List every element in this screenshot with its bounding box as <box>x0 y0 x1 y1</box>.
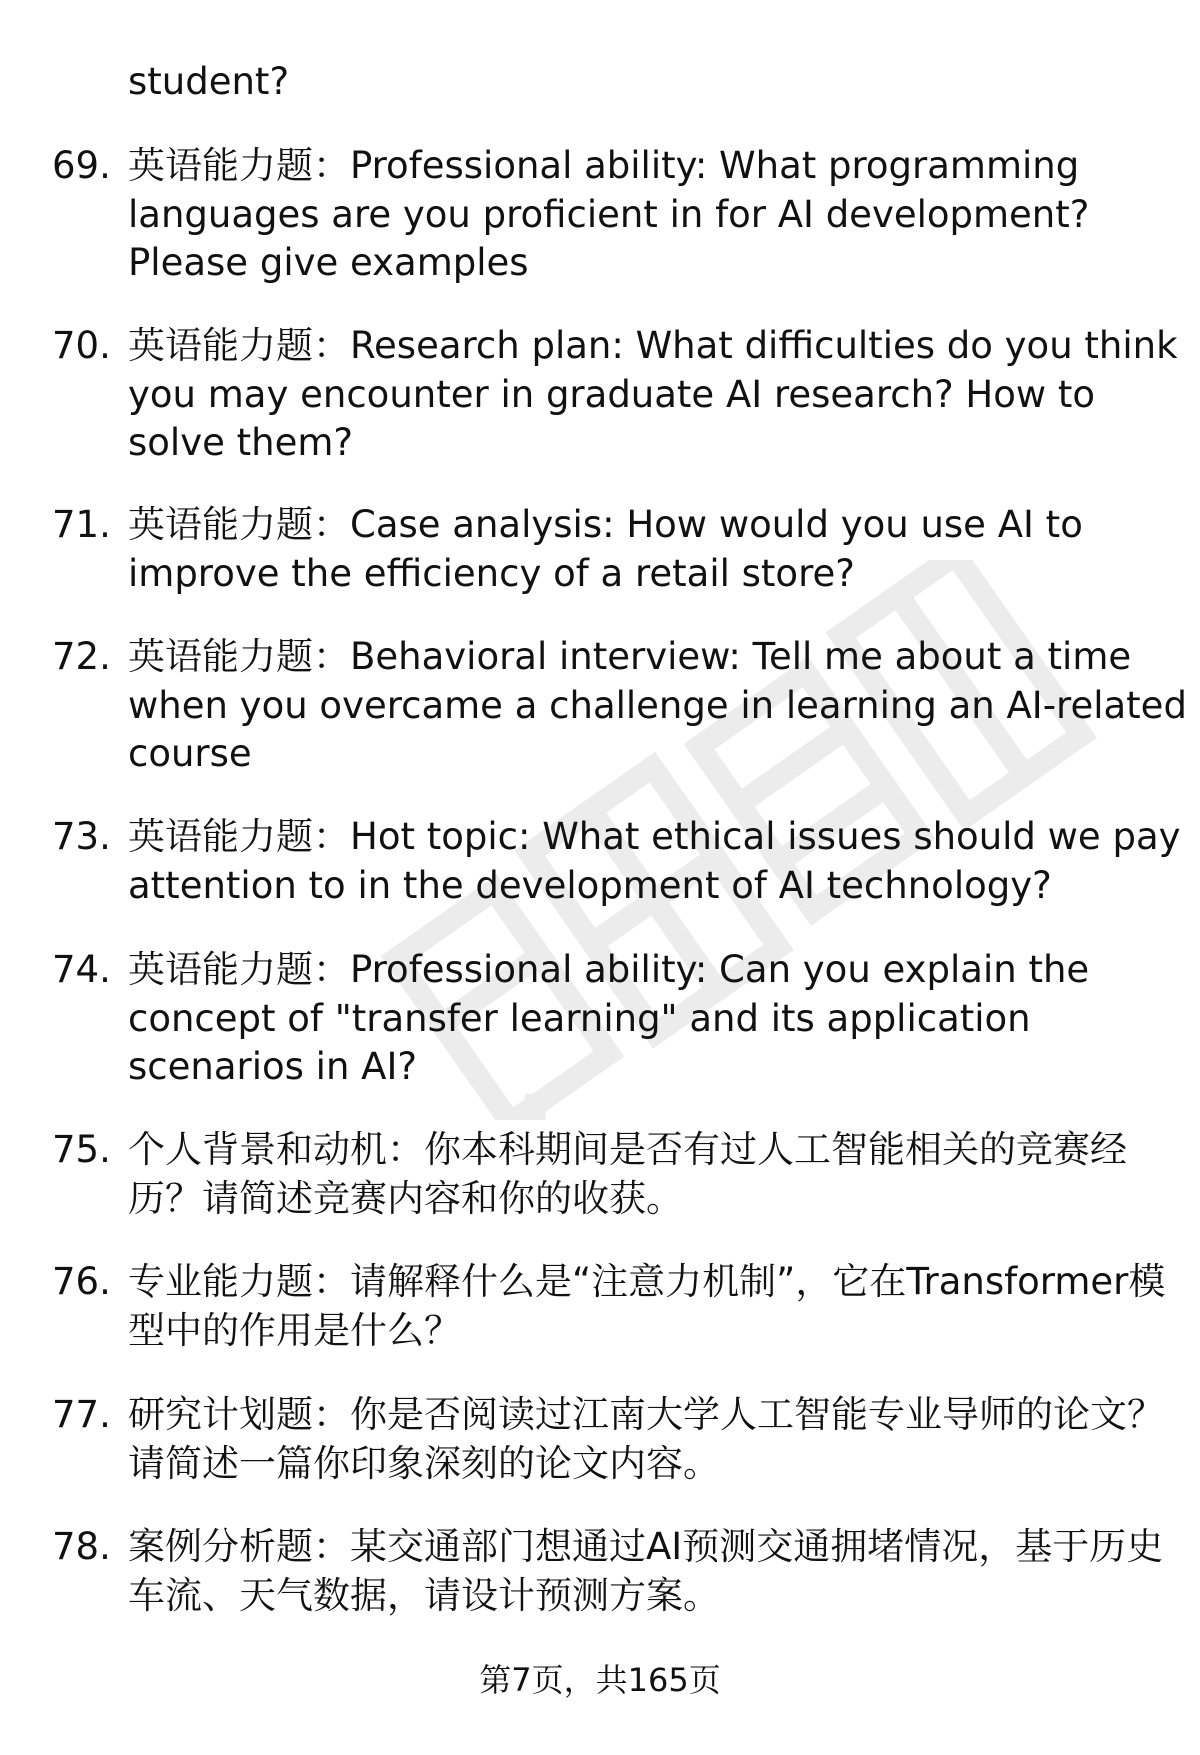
item-text: 英语能力题：Research plan: What difficulties do you think you may encounter in graduate AI research? How to solve them? <box>128 324 1178 464</box>
item-text: 英语能力题：Hot topic: What ethical issues should we pay attention to in the development of AI technology? <box>128 815 1181 907</box>
item-number: 69. <box>52 144 111 187</box>
item-number: 72. <box>52 635 111 678</box>
item-number: 76. <box>52 1260 111 1303</box>
item-text: 专业能力题：请解释什么是“注意力机制”，它在Transformer模型中的作用是什么？ <box>128 1260 1166 1352</box>
item-text: 英语能力题：Professional ability: Can you explain the concept of "transfer learning" and its application scenarios in AI? <box>128 948 1090 1088</box>
item-number: 70. <box>52 324 111 367</box>
item-text: 英语能力题：Case analysis: How would you use AI to improve the efficiency of a retail store? <box>128 503 1083 595</box>
item-number: 73. <box>52 815 111 858</box>
page-footer: 第7页，共165页 <box>479 1661 721 1699</box>
item-number: 74. <box>52 948 111 991</box>
item-number: 75. <box>52 1128 111 1171</box>
item-text: 研究计划题：你是否阅读过江南大学人工智能专业导师的论文？请简述一篇你印象深刻的论文内容。 <box>128 1393 1164 1485</box>
item-number: 78. <box>52 1525 111 1568</box>
continuation-text: student? <box>128 60 290 103</box>
item-number: 77. <box>52 1393 111 1436</box>
item-text: 案例分析题：某交通部门想通过AI预测交通拥堵情况，基于历史车流、天气数据，请设计预测方案。 <box>128 1525 1164 1617</box>
item-text: 个人背景和动机：你本科期间是否有过人工智能相关的竞赛经历？请简述竞赛内容和你的收获。 <box>128 1128 1127 1220</box>
item-text: 英语能力题：Professional ability: What programming languages are you proficient in for AI development? Please give examples <box>128 144 1090 284</box>
item-text: 英语能力题：Behavioral interview: Tell me about a time when you overcame a challenge in learning an AI-related course <box>128 635 1187 775</box>
item-number: 71. <box>52 503 111 546</box>
